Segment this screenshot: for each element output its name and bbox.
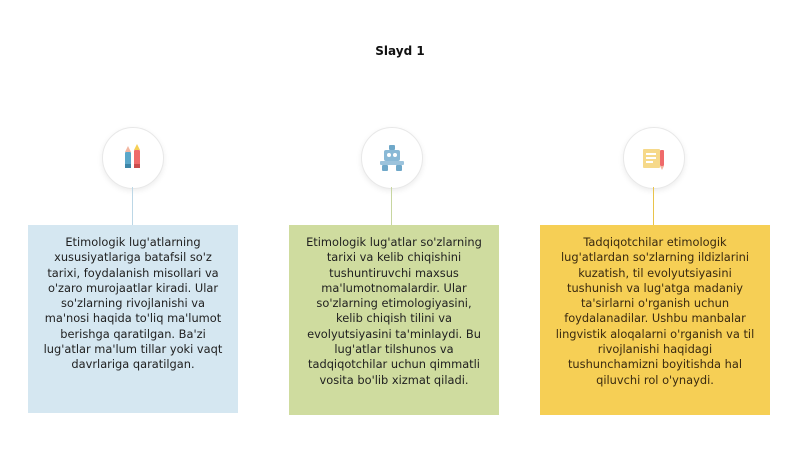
robot-icon [378, 144, 406, 172]
column-2 [289, 0, 499, 450]
text-card-3: Tadqiqotchilar etimologik lug'atlardan so'zlarning ildizlarini kuzatish, til evolyutsiyasini tushunish va lug'atga madaniy ta'sirlarni o'rganish uchun foydalanadilar. Ushbu manbalar lingvistik aloqalarni o'rganish va til rivojlanishi haqidagi tushunchamizni boyitishda hal qiluvchi rol o'ynaydi. [540, 225, 770, 415]
connector-line-2 [391, 187, 392, 225]
document-pencil-icon [640, 144, 668, 172]
column-1 [28, 0, 238, 450]
slide-title: Slayd 1 [375, 44, 425, 58]
text-card-2: Etimologik lug'atlar so'zlarning tarixi va kelib chiqishini tushuntiruvchi maxsus ma'lumotnomalardir. Ular so'zlarning etimologiyasini, kelib chiqish tilini va evolyutsiyasini ta'minlaydi. Bu lug'atlar tilshunos va tadqiqotchilar uchun qimmatli vosita bo'lib xizmat qiladi. [289, 225, 499, 415]
pencils-icon [119, 144, 147, 172]
icon-badge-1 [102, 127, 164, 189]
icon-badge-2 [361, 127, 423, 189]
text-card-1: Etimologik lug'atlarning xususiyatlariga batafsil so'z tarixi, foydalanish misollari va o'zaro murojaatlar kiradi. Ular so'zlarning rivojlanishi va ma'nosi haqida to'liq ma'lumot berishga qaratilgan. Ba'zi lug'atlar ma'lum tillar yoki vaqt davrlariga qaratilgan. [28, 225, 238, 413]
icon-badge-3 [623, 127, 685, 189]
connector-line-1 [132, 187, 133, 225]
column-3 [540, 0, 770, 450]
connector-line-3 [653, 187, 654, 225]
